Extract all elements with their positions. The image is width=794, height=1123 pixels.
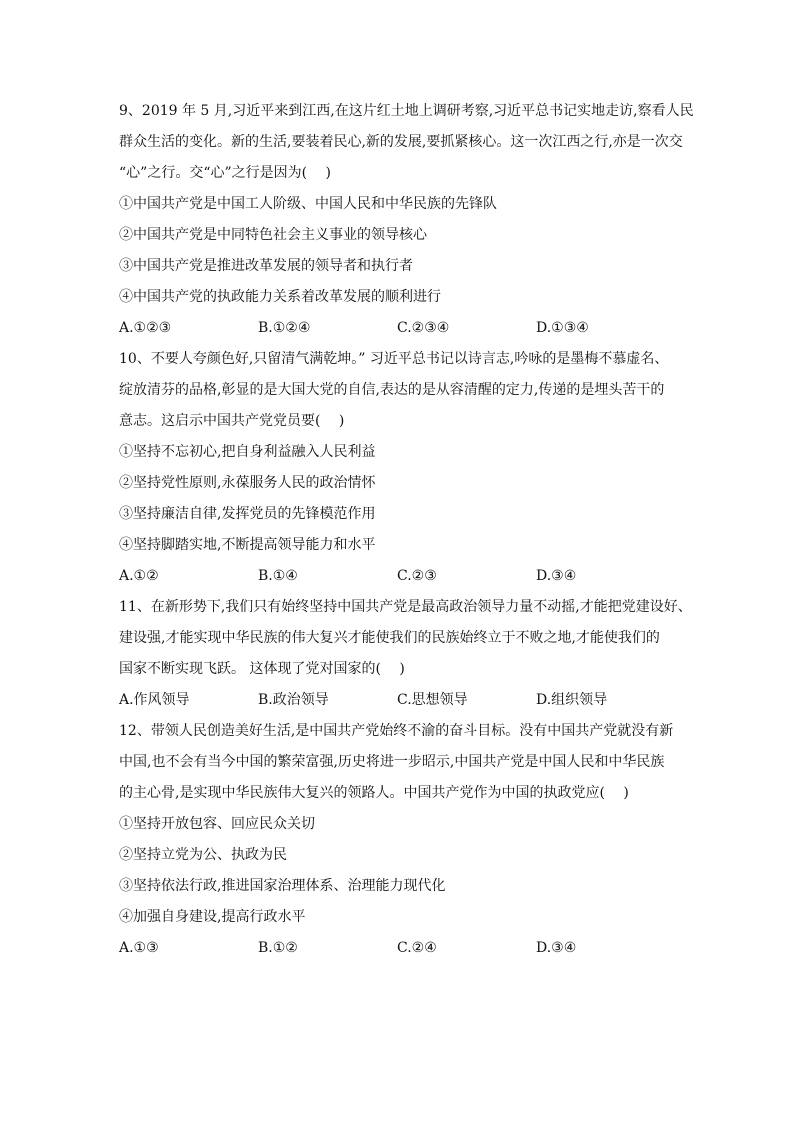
question-11 xyxy=(119,592,692,716)
statement-option: ②坚持立党为公、执政为民 xyxy=(119,847,287,863)
question-stem-line: 12、带领人民创造美好生活,是中国共产党始终不渝的奋斗目标。没有中国共产党就没有新 xyxy=(119,723,674,739)
choice-c[interactable]: C.②③ xyxy=(397,568,437,584)
question-stem-line: 中国,也不会有当今中国的繁荣富强,历史将进一步昭示,中国共产党是中国人民和中华民族 xyxy=(119,754,665,770)
question-10 xyxy=(119,344,679,592)
choice-a[interactable]: A.①②③ xyxy=(119,320,172,336)
choice-c[interactable]: C.②③④ xyxy=(397,320,450,336)
choice-b[interactable]: B.①②④ xyxy=(258,320,311,336)
answer-choices xyxy=(119,685,679,716)
answer-choices xyxy=(119,561,679,592)
statement-option: ④中国共产党的执政能力关系着改革发展的顺利进行 xyxy=(119,289,441,305)
choice-a[interactable]: A.①③ xyxy=(119,940,159,956)
question-stem-line: “心”之行。交“心”之行是因为( ) xyxy=(119,165,332,181)
choice-a[interactable]: A.①② xyxy=(119,568,159,584)
choice-b[interactable]: B.政治领导 xyxy=(258,692,329,708)
question-stem-line: 国家不断实现飞跃。 这体现了党对国家的( ) xyxy=(119,661,405,677)
question-stem-line: 建设强,才能实现中华民族的伟大复兴才能使我们的民族始终立于不败之地,才能使我们的 xyxy=(119,630,660,646)
answer-choices xyxy=(119,933,679,964)
statement-option: ②中国共产党是中同特色社会主义事业的领导核心 xyxy=(119,227,427,243)
statement-option: ①中国共产党是中国工人阶级、中国人民和中华民族的先锋队 xyxy=(119,196,497,212)
question-stem-line: 绽放清芬的品格,彰显的是大国大党的自信,表达的是从容清醒的定力,传递的是埋头苦干的 xyxy=(119,382,665,398)
question-stem-line: 意志。这启示中国共产党党员要( ) xyxy=(119,413,345,429)
question-stem-line: 群众生活的变化。新的生活,要装着民心,新的发展,要抓紧核心。这一次江西之行,亦是一次交 xyxy=(119,134,683,150)
choice-a[interactable]: A.作风领导 xyxy=(119,692,190,708)
answer-choices xyxy=(119,313,679,344)
choice-b[interactable]: B.①④ xyxy=(258,568,298,584)
choice-c[interactable]: C.②④ xyxy=(397,940,437,956)
question-stem-line: 10、不要人夸颜色好,只留清气满乾坤。” 习近平总书记以诗言志,吟咏的是墨梅不慕虚名、 xyxy=(119,351,669,367)
choice-d[interactable]: D.③④ xyxy=(536,940,577,956)
question-12 xyxy=(119,716,679,964)
exam-page xyxy=(119,96,694,964)
choice-d[interactable]: D.③④ xyxy=(536,568,577,584)
statement-option: ④坚持脚踏实地,不断提高领导能力和水平 xyxy=(119,537,376,553)
question-9 xyxy=(119,96,694,344)
statement-option: ②坚持党性原则,永葆服务人民的政治情怀 xyxy=(119,475,376,491)
choice-c[interactable]: C.思想领导 xyxy=(397,692,468,708)
statement-option: ③坚持依法行政,推进国家治理体系、治理能力现代化 xyxy=(119,878,446,894)
statement-option: ③坚持廉洁自律,发挥党员的先锋模范作用 xyxy=(119,506,376,522)
statement-option: ①坚持不忘初心,把自身利益融入人民利益 xyxy=(119,444,376,460)
choice-b[interactable]: B.①② xyxy=(258,940,298,956)
statement-option: ④加强自身建设,提高行政水平 xyxy=(119,909,306,925)
question-stem-line: 的主心骨,是实现中华民族伟大复兴的领路人。中国共产党作为中国的执政党应( ) xyxy=(119,785,629,801)
statement-option: ①坚持开放包容、回应民众关切 xyxy=(119,816,315,832)
choice-d[interactable]: D.组织领导 xyxy=(536,692,608,708)
question-stem-line: 9、2019 年 5 月,习近平来到江西,在这片红土地上调研考察,习近平总书记实地走访,察看人民 xyxy=(119,103,694,119)
statement-option: ③中国共产党是推进改革发展的领导者和执行者 xyxy=(119,258,413,274)
question-stem-line: 11、在新形势下,我们只有始终坚持中国共产党是最高政治领导力量不动摇,才能把党建设好、 xyxy=(119,599,692,615)
choice-d[interactable]: D.①③④ xyxy=(536,320,589,336)
